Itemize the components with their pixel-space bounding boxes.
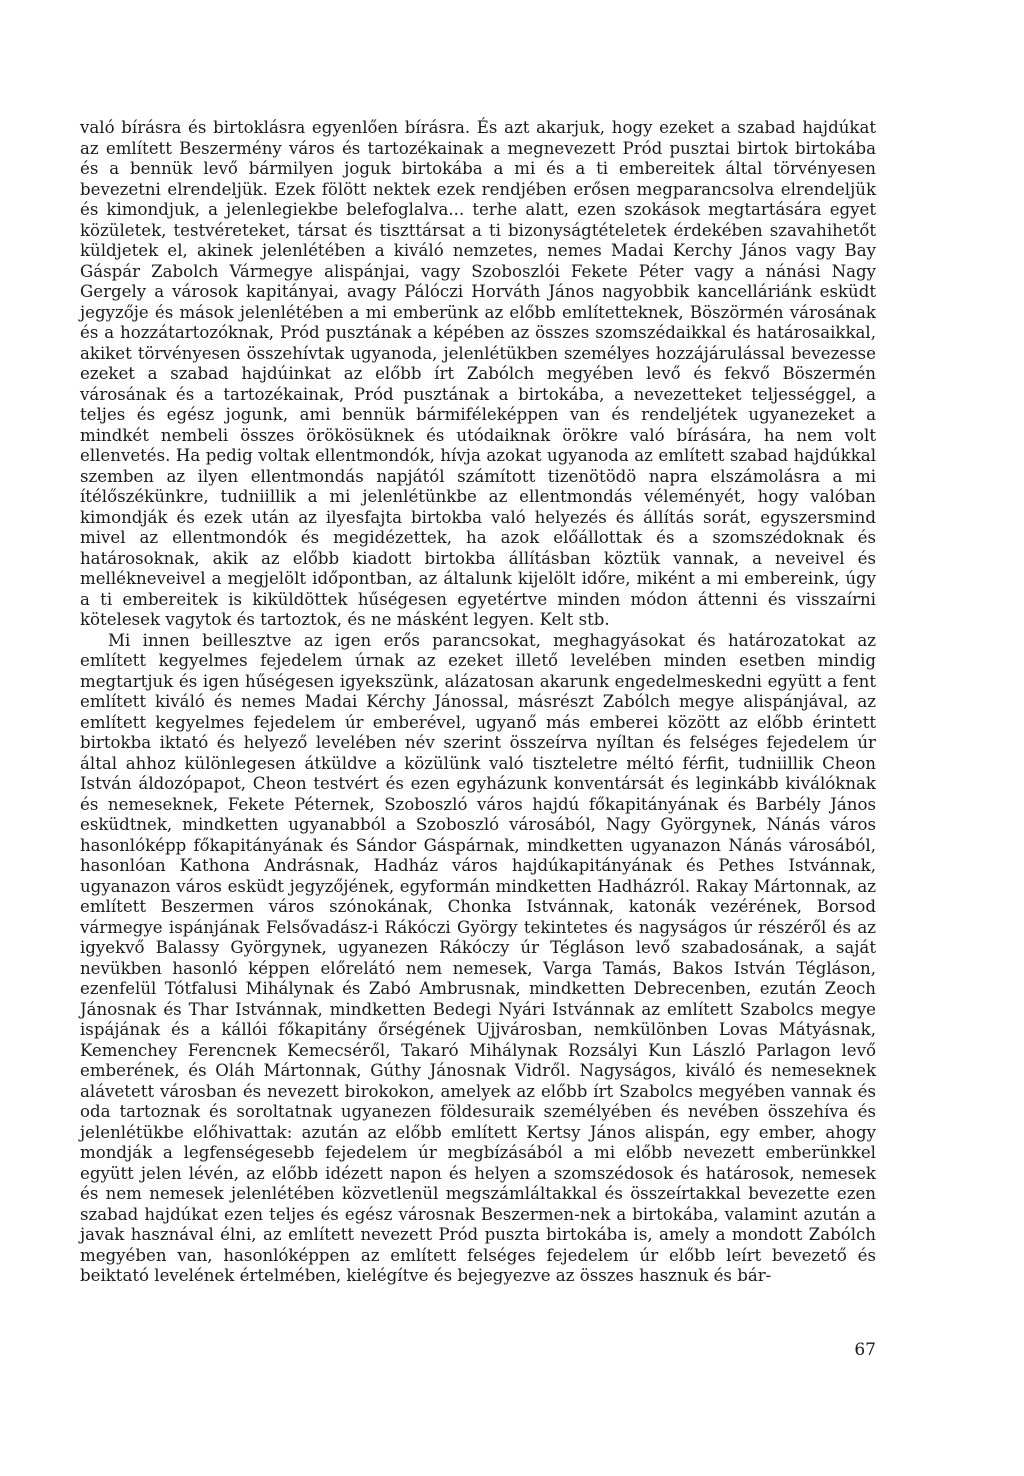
body-text: [80, 118, 876, 1287]
paragraph-1: való bírásra és birtoklásra egyenlően bírásra. És azt akarjuk, hogy ezeket a szabad hajdúkat az említett Beszermény város és tartozékainak a megnevezett Pród pusztai birtok birtokába és a bennük levő bármilyen joguk birtokába a mi és a ti embereitek által törvényesen bevezetni elrendeljük. Ezek fölött nektek ezek rendjében erősen megparancsolva elrendeljük és kimondjuk, a jelenlegiekbe belefoglalva... terhe alatt, ezen szokások megtartására egyet közületek, testvéreteket, társat és tiszttársat a ti bizonyságtételetek érdekében szavahihetőt küldjetek el, akinek jelenlétében a kiváló nemzetes, nemes Madai Kerchy János vagy Bay Gáspár Zabolch Vármegye alispánjai, vagy Szoboszlói Fekete Péter vagy a nánási Nagy Gergely a városok kapitányai, avagy Pálóczi Horváth János nagyobbik kancelláriánk esküdt jegyzője és mások jelenlétében a mi emberünk az előbb említetteknek, Böszörmén városának és a hozzátartozóknak, Pród pusztának a képében az összes szomszédaikkal és határosaikkal, akiket törvényesen összehívtak ugyanoda, jelenlétükben személyes hozzájárulással bevezesse ezeket a szabad hajdúinkat az előbb írt Zabólch megyében levő és fekvő Böszermén városának és a tartozékainak, Pród pusztának a birtokába, a nevezetteket teljességgel, a teljes és egész jogunk, ami bennük bármiféleképpen van és rendeljétek ugyanezeket a mindkét nembeli összes örökösüknek és utódaiknak örökre való bírására, ha nem volt ellenvetés. Ha pedig voltak ellentmondók, hívja azokat ugyanoda az említett szabad hajdúkkal szemben az ilyen ellentmondás napjától számított tizenötödö napra elszámolásra a mi ítélőszékünkre, tudniillik a mi jelenlétünkbe az ellentmondás véleményét, hogy valóban kimondják és ezek után az ilyesfajta birtokba való helyezés és állítás sorát, egyszersmind mivel az ellentmondók és megidézettek, ha azok előállottak és a szomszédoknak és határosoknak, akik az előbb kiadott birtokba állításban köztük vannak, a neveivel és mellékneveivel a megjelölt időpontban, az általunk kijelölt időre, miként a mi embereink, úgy a ti embereitek is kiküldöttek hűségesen egyetértve minden módon áttenni és visszaírni kötelesek vagytok és tartoztok, és ne másként legyen. Kelt stb.: [80, 118, 876, 629]
page-number: 67: [854, 1340, 876, 1360]
paragraph-2: Mi innen beillesztve az igen erős parancsokat, meghagyásokat és határozatokat az említett kegyelmes fejedelem úrnak az ezeket illető levelében minden esetben mindig megtartjuk és igen hűségesen igyekszünk, alázatosan akarunk engedelmeskedni együtt a fent említett kiváló és nemes Madai Kérchy Jánossal, másrészt Zabólch megye alispánjával, az említett kegyelmes fejedelem úr emberével, ugyanő más emberei között az előbb érintett birtokba iktató és helyező levelében név szerint összeírva nyíltan és felséges fejedelem úr által ahhoz különlegesen átküldve a közülünk való tiszteletre méltó férfit, tudniillik Cheon István áldozópapot, Cheon testvért és ezen egyházunk konventársát és leginkább kiválóknak és nemeseknek, Fekete Péternek, Szoboszló város hajdú főkapitányának és Barbély János esküdtnek, mindketten ugyanabból a Szoboszló városából, Nagy Györgynek, Nánás város hasonlóképp főkapitányának és Sándor Gáspárnak, mindketten ugyanazon Nánás városából, hasonlóan Kathona Andrásnak, Hadház város hajdúkapitányának és Pethes Istvánnak, ugyanazon város esküdt jegyzőjének, egyformán mindketten Hadházról. Rakay Mártonnak, az említett Beszermen város szónokának, Chonka Istvánnak, katonák vezérének, Borsod vármegye ispánjának Felsővadász-i Rákóczi György tekintetes és nagyságos úr részéről és az igyekvő Balassy Györgynek, ugyanezen Rákóczy úr Tégláson levő szabadosának, a saját nevükben hasonló képpen előrelátó nem nemesek, Varga Tamás, Bakos István Tégláson, ezenfelül Tótfalusi Mihálynak és Zabó Ambrusnak, mindketten Debrecenben, ezután Zeoch Jánosnak és Thar Istvánnak, mindketten Bedegi Nyári Istvánnak az említett Szabolcs megye ispájának és a kállói főkapitány őrségének Ujjvárosban, nemkülönben Lovas Mátyásnak, Kemenchey Ferencnek Kemecséről, Takaró Mihálynak Rozsályi Kun László Parlagon levő emberének, és Oláh Mártonnak, Gúthy Jánosnak Vidről. Nagyságos, kiváló és nemeseknek alávetett városban és nevezett birokokon, amelyek az előbb írt Szabolcs megyében vannak és oda tartoznak és soroltatnak ugyanezen földesuraik személyében és nevében összehíva és jelenlétükbe előhivattak: azután az előbb említett Kertsy János alispán, egy ember, ahogy mondják a legfenségesebb fejedelem úr megbízásából a mi előbb nevezett emberünkkel együtt jelen lévén, az előbb idézett napon és helyen a szomszédosok és határosok, nemesek és nem nemesek jelenlétében közvetlenül megszámláltakkal és összeírtakkal bevezette ezen szabad hajdúkat ezen teljes és egész városnak Beszermen-nek a birtokába, valamint azután a javak hasznával élni, az említett nevezett Pród puszta birtokába is, amely a mondott Zabólch megyében van, hasonlóképpen az említett felséges fejedelem úr előbb leírt bevezető és beiktató levelének értelmében, kielégítve és bejegyezve az összes hasznuk és bár-: [80, 630, 876, 1285]
